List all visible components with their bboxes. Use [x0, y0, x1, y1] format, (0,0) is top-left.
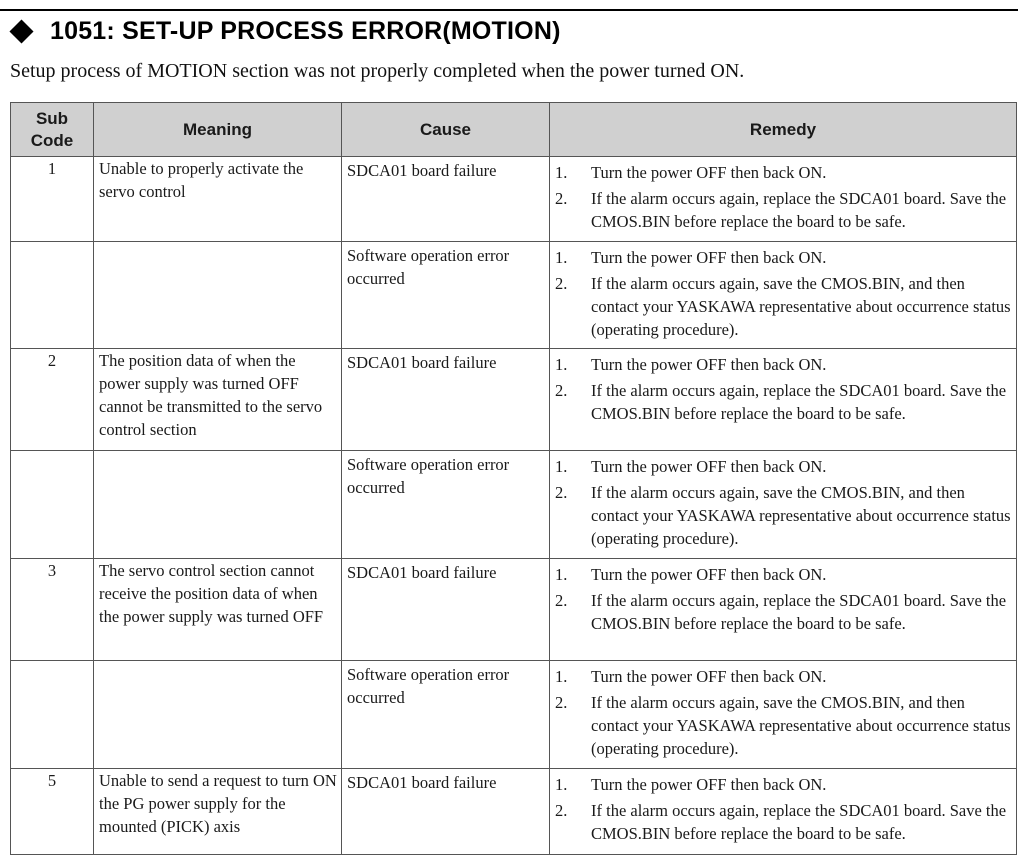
remedy-cell	[550, 661, 1017, 769]
remedy-step-text: If the alarm occurs again, save the CMOS.BIN, and then contact your YASKAWA representative about occurrence status (operating procedure).	[591, 693, 1011, 758]
remedy-step-number: 2.	[555, 381, 568, 400]
remedy-step	[555, 589, 1012, 635]
remedy-step-number: 1.	[555, 457, 568, 476]
page-title: 1051: SET-UP PROCESS ERROR(MOTION)	[50, 16, 561, 45]
remedy-step	[555, 563, 1012, 586]
remedy-step-number: 1.	[555, 355, 568, 374]
remedy-step-text: Turn the power OFF then back ON.	[591, 775, 827, 794]
remedy-step-text: If the alarm occurs again, save the CMOS.BIN, and then contact your YASKAWA representative about occurrence status (operating procedure).	[591, 483, 1011, 548]
remedy-step-number: 2.	[555, 591, 568, 610]
remedy-step-text: If the alarm occurs again, replace the SDCA01 board. Save the CMOS.BIN before replace the board to be safe.	[591, 381, 1007, 423]
sub-code-cell: 5	[11, 769, 94, 855]
alarm-table	[10, 102, 1017, 855]
table-row	[11, 242, 1017, 349]
meaning-cell: The servo control section cannot receive the position data of when the power supply was turned OFF	[94, 559, 342, 661]
sub-code-cell: 1	[11, 157, 94, 242]
sub-code-cell: 3	[11, 559, 94, 661]
remedy-step-text: Turn the power OFF then back ON.	[591, 355, 827, 374]
table-body	[11, 157, 1017, 855]
remedy-cell	[550, 157, 1017, 242]
remedy-step-text: If the alarm occurs again, replace the SDCA01 board. Save the CMOS.BIN before replace the board to be safe.	[591, 189, 1007, 231]
cause-cell: SDCA01 board failure	[342, 769, 550, 855]
remedy-step-number: 1.	[555, 163, 568, 182]
remedy-step	[555, 379, 1012, 425]
meaning-cell	[94, 242, 342, 349]
col-header-meaning: Meaning	[94, 103, 342, 157]
sub-code-cell: 2	[11, 349, 94, 451]
remedy-step-text: Turn the power OFF then back ON.	[591, 667, 827, 686]
sub-code-cell	[11, 451, 94, 559]
remedy-step-text: If the alarm occurs again, replace the SDCA01 board. Save the CMOS.BIN before replace the board to be safe.	[591, 801, 1007, 843]
table-row	[11, 559, 1017, 661]
remedy-step	[555, 353, 1012, 376]
remedy-step-text: If the alarm occurs again, replace the SDCA01 board. Save the CMOS.BIN before replace the board to be safe.	[591, 591, 1007, 633]
sub-code-cell	[11, 661, 94, 769]
remedy-step	[555, 272, 1012, 341]
remedy-step	[555, 665, 1012, 688]
col-header-sub-code	[11, 103, 94, 157]
remedy-step-number: 2.	[555, 274, 568, 293]
col-header-sub-code-line2: Code	[30, 130, 74, 150]
remedy-step-number: 2.	[555, 693, 568, 712]
meaning-cell: Unable to properly activate the servo control	[94, 157, 342, 242]
remedy-step	[555, 187, 1012, 233]
table-row	[11, 661, 1017, 769]
cause-cell: SDCA01 board failure	[342, 157, 550, 242]
table-row	[11, 451, 1017, 559]
cause-cell: Software operation error occurred	[342, 661, 550, 769]
remedy-cell	[550, 451, 1017, 559]
remedy-step	[555, 161, 1012, 184]
remedy-step-text: Turn the power OFF then back ON.	[591, 565, 827, 584]
remedy-step-number: 2.	[555, 801, 568, 820]
remedy-cell	[550, 559, 1017, 661]
remedy-step-number: 1.	[555, 775, 568, 794]
remedy-step-number: 2.	[555, 189, 568, 208]
meaning-cell	[94, 451, 342, 559]
section-heading	[10, 14, 561, 48]
remedy-step	[555, 799, 1012, 845]
diamond-bullet-icon	[9, 19, 33, 43]
remedy-step-text: If the alarm occurs again, save the CMOS.BIN, and then contact your YASKAWA representative about occurrence status (operating procedure).	[591, 274, 1011, 339]
remedy-step-number: 1.	[555, 565, 568, 584]
col-header-sub-code-line1: Sub	[35, 108, 69, 128]
remedy-step-text: Turn the power OFF then back ON.	[591, 248, 827, 267]
remedy-step-text: Turn the power OFF then back ON.	[591, 457, 827, 476]
table-row	[11, 349, 1017, 451]
remedy-step-number: 1.	[555, 667, 568, 686]
remedy-step-number: 1.	[555, 248, 568, 267]
sub-code-cell	[11, 242, 94, 349]
remedy-step	[555, 481, 1012, 550]
cause-cell: SDCA01 board failure	[342, 559, 550, 661]
remedy-step	[555, 455, 1012, 478]
meaning-cell	[94, 661, 342, 769]
col-header-cause: Cause	[342, 103, 550, 157]
remedy-step	[555, 246, 1012, 269]
table-header-row	[11, 103, 1017, 157]
remedy-step	[555, 773, 1012, 796]
cause-cell: Software operation error occurred	[342, 242, 550, 349]
table-row	[11, 157, 1017, 242]
table-row	[11, 769, 1017, 855]
remedy-step-number: 2.	[555, 483, 568, 502]
cause-cell: SDCA01 board failure	[342, 349, 550, 451]
cause-cell: Software operation error occurred	[342, 451, 550, 559]
remedy-cell	[550, 349, 1017, 451]
remedy-cell	[550, 769, 1017, 855]
meaning-cell: Unable to send a request to turn ON the PG power supply for the mounted (PICK) axis	[94, 769, 342, 855]
top-rule	[0, 9, 1018, 11]
col-header-remedy: Remedy	[550, 103, 1017, 157]
meaning-cell: The position data of when the power supply was turned OFF cannot be transmitted to the servo control section	[94, 349, 342, 451]
remedy-cell	[550, 242, 1017, 349]
remedy-step	[555, 691, 1012, 760]
remedy-step-text: Turn the power OFF then back ON.	[591, 163, 827, 182]
alarm-description: Setup process of MOTION section was not properly completed when the power turned ON.	[10, 60, 745, 82]
